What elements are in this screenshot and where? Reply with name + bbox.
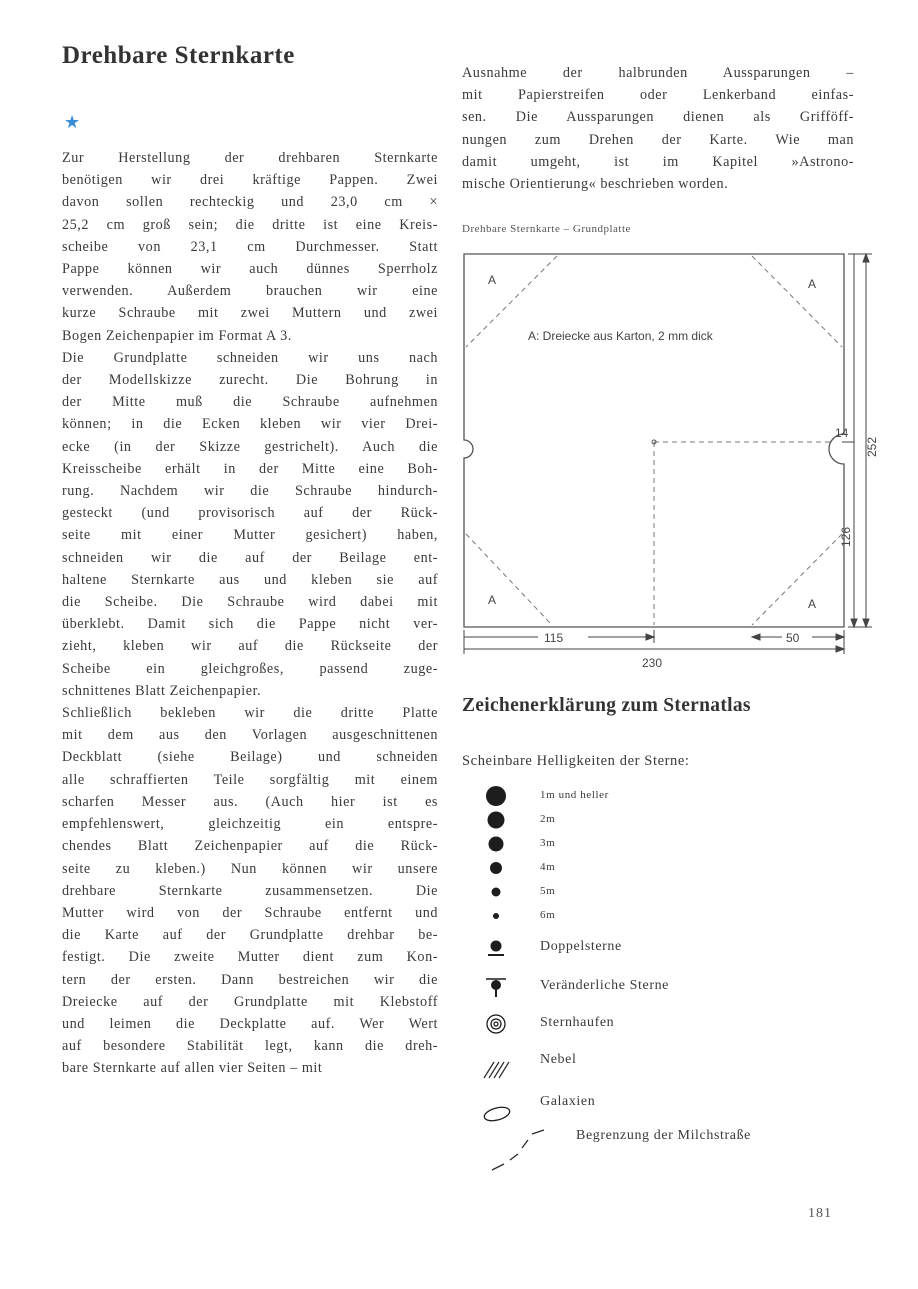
milky-way-boundary-icon bbox=[492, 1130, 544, 1170]
text-line: Ausnahme der halbrunden Aussparungen – bbox=[462, 65, 854, 81]
text-line: die Karte auf der Grundplatte drehbar be- bbox=[62, 927, 438, 944]
triangle-bottom-left bbox=[466, 534, 552, 625]
text-line: Deckblatt (siehe Beilage) und schneiden bbox=[62, 749, 438, 766]
milky-way-label: Begrenzung der Milchstraße bbox=[576, 1128, 751, 1143]
text-line: Bogen Zeichenpapier im Format A 3. bbox=[62, 327, 292, 344]
variable-star-icon bbox=[486, 979, 506, 997]
text-line: davon sollen rechteckig und 23,0 cm × bbox=[62, 194, 438, 211]
text-line: Die Grundplatte schneiden wir uns nach bbox=[62, 349, 438, 366]
text-line: Scheibe ein gleichgroßes, passend zuge- bbox=[62, 660, 438, 677]
text-line: Mutter wird von der Schraube entfernt und bbox=[62, 904, 438, 921]
mag5-label: 5m bbox=[540, 885, 556, 897]
mag6-dot-icon bbox=[493, 913, 499, 919]
text-line: benötigen wir drei kräftige Pappen. Zwei bbox=[62, 172, 438, 189]
text-line: nungen zum Drehen der Karte. Wie man bbox=[462, 131, 854, 148]
dim-half-height: 126 bbox=[839, 526, 853, 547]
corner-label-top-left: A bbox=[488, 273, 497, 287]
text-line: und leimen die Deckplatte auf. Wer Wert bbox=[62, 1015, 438, 1032]
double-star-icon bbox=[488, 941, 504, 956]
text-line: Kreisscheibe erhält in der Mitte eine Boh- bbox=[62, 460, 438, 477]
text-line: zieht, kleben wir auf die Rückseite der bbox=[62, 638, 438, 655]
text-line: Pappe können wir auch dünnes Sperrholz bbox=[62, 261, 438, 278]
mag1-label: 1m und heller bbox=[540, 789, 609, 801]
text-line: mit dem aus den Vorlagen ausgeschnittenen bbox=[62, 727, 438, 744]
mag4-label: 4m bbox=[540, 861, 556, 873]
corner-label-bottom-right: A bbox=[808, 597, 817, 611]
text-line: der Modellskizze zurecht. Die Bohrung in bbox=[62, 372, 438, 389]
text-line: festigt. Die zweite Mutter dient zum Kon- bbox=[62, 949, 438, 966]
page-title: Drehbare Sternkarte bbox=[62, 42, 295, 69]
right-column bbox=[462, 62, 854, 235]
text-line: schneiden wir die auf der Beilage ent- bbox=[62, 549, 438, 566]
star-marker-icon: ★ bbox=[64, 112, 81, 133]
text-line: seite mit einer Mutter gesichert) haben, bbox=[62, 527, 438, 544]
star-cluster-icon bbox=[487, 1015, 505, 1033]
diagram-note: A: Dreiecke aus Karton, 2 mm dick bbox=[528, 329, 713, 343]
text-line: sen. Die Aussparungen dienen als Grifföff- bbox=[462, 109, 854, 126]
text-line: Zur Herstellung der drehbaren Sternkarte bbox=[62, 150, 438, 166]
text-line: Dreiecke auf der Grundplatte mit Klebstoff bbox=[62, 993, 438, 1010]
star-cluster-label: Sternhaufen bbox=[540, 1015, 615, 1030]
paragraph-1 bbox=[62, 147, 438, 347]
baseplate-diagram bbox=[462, 252, 880, 682]
text-line: bare Sternkarte auf allen vier Seiten – mit bbox=[62, 1060, 323, 1077]
text-line: die Scheibe. Die Schraube wird dabei mit bbox=[62, 594, 438, 611]
text-line: kurze Schraube mit zwei Muttern und zwei bbox=[62, 305, 438, 322]
text-line: alle schraffierten Teile sorgfältig mit einem bbox=[62, 771, 438, 788]
corner-label-top-right: A bbox=[808, 277, 817, 291]
text-line: verwenden. Außerdem brauchen wir eine bbox=[62, 283, 438, 300]
text-line: schnittenes Blatt Zeichenpapier. bbox=[62, 682, 262, 699]
dim-height: 252 bbox=[865, 436, 879, 457]
corner-label-bottom-left: A bbox=[488, 593, 497, 607]
text-line: Schließlich bekleben wir die dritte Platte bbox=[62, 705, 438, 722]
mag2-dot-icon bbox=[488, 812, 505, 829]
legend-title: Zeichenerklärung zum Sternatlas bbox=[462, 695, 751, 716]
text-line: überklebt. Damit sich die Pappe nicht ver- bbox=[62, 616, 438, 633]
double-star-label: Doppelsterne bbox=[540, 939, 622, 954]
text-line: mische Orientierung« beschrieben worden. bbox=[462, 176, 729, 193]
dim-notch: 14 bbox=[835, 426, 849, 440]
variable-star-label: Veränderliche Sterne bbox=[540, 978, 669, 993]
mag5-dot-icon bbox=[492, 888, 501, 897]
paragraph-2 bbox=[62, 347, 438, 702]
legend-subtitle: Scheinbare Helligkeiten der Sterne: bbox=[462, 753, 690, 769]
paragraph-3 bbox=[62, 702, 438, 1079]
dim-edge: 50 bbox=[786, 631, 800, 645]
triangle-bottom-right bbox=[752, 534, 842, 625]
text-line: scharfen Messer aus. (Auch hier ist es bbox=[62, 793, 438, 810]
nebula-label: Nebel bbox=[540, 1052, 577, 1067]
galaxy-icon bbox=[483, 1105, 511, 1123]
triangle-top-right bbox=[752, 256, 842, 347]
text-line: auf besondere Stabilität legt, kann die dreh- bbox=[62, 1038, 438, 1055]
text-line: seite zu kleben.) Nun können wir unsere bbox=[62, 860, 438, 877]
page-number: 181 bbox=[808, 1206, 832, 1221]
text-line: können; in die Ecken kleben wir vier Drei- bbox=[62, 416, 438, 433]
text-line: 25,2 cm groß sein; die dritte ist eine Kreis- bbox=[62, 216, 438, 233]
text-line: der Mitte muß die Schraube aufnehmen bbox=[62, 394, 438, 411]
text-line: gesteckt (und provisorisch auf der Rück- bbox=[62, 505, 438, 522]
text-line: chendes Blatt Zeichenpapier auf die Rück- bbox=[62, 838, 438, 855]
mag3-dot-icon bbox=[489, 837, 504, 852]
text-line: mit Papierstreifen oder Lenkerband einfas- bbox=[462, 87, 854, 104]
diagram-caption: Drehbare Sternkarte – Grundplatte bbox=[462, 223, 631, 236]
text-line: damit umgeht, ist im Kapitel »Astrono- bbox=[462, 153, 854, 170]
galaxy-label: Galaxien bbox=[540, 1094, 596, 1109]
nebula-icon bbox=[484, 1062, 509, 1078]
mag3-label: 3m bbox=[540, 837, 556, 849]
paragraph-continuation bbox=[462, 62, 854, 195]
mag2-label: 2m bbox=[540, 813, 556, 825]
mag1-dot-icon bbox=[486, 786, 506, 806]
text-line: empfehlenswert, gleichzeitig ein entspre- bbox=[62, 816, 438, 833]
text-line: ecke (in der Skizze gestrichelt). Auch die bbox=[62, 438, 438, 455]
dim-half-width: 115 bbox=[544, 631, 564, 645]
text-line: tern der ersten. Dann bestreichen wir die bbox=[62, 971, 438, 988]
mag6-label: 6m bbox=[540, 909, 556, 921]
text-line: haltene Sternkarte aus und kleben sie auf bbox=[62, 571, 438, 588]
mag4-dot-icon bbox=[490, 862, 502, 874]
text-line: rung. Nachdem wir die Schraube hindurch- bbox=[62, 483, 438, 500]
left-column bbox=[62, 42, 438, 1080]
dim-width: 230 bbox=[642, 656, 663, 670]
text-line: drehbare Sternkarte zusammensetzen. Die bbox=[62, 882, 438, 899]
text-line: scheibe von 23,1 cm Durchmesser. Statt bbox=[62, 238, 438, 255]
